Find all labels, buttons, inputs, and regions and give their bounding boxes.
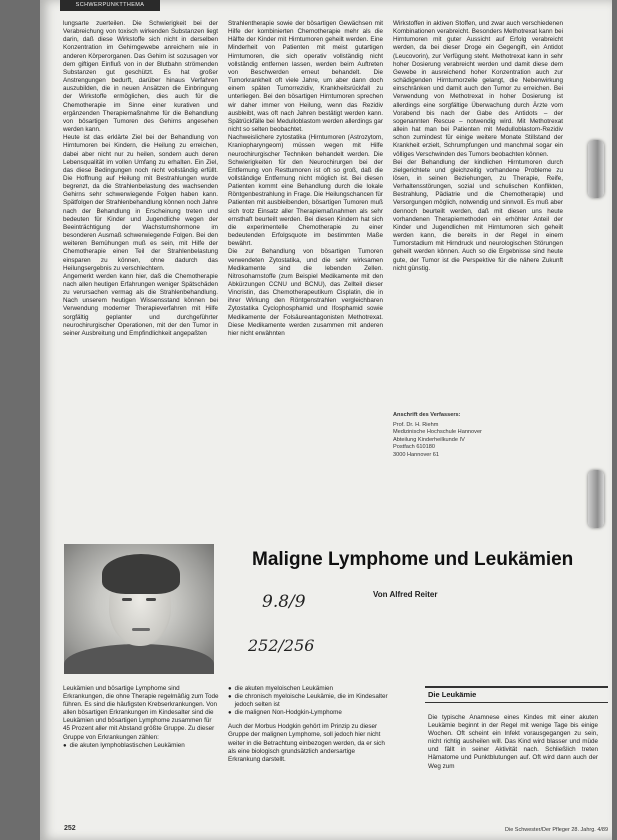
address-line: Medizinische Hochschule Hannover	[393, 429, 482, 435]
text-column-2	[228, 20, 383, 525]
address-line: Abteilung Kinderheilkunde IV	[393, 436, 465, 443]
bullet-icon: ●	[228, 694, 232, 701]
list-item: ● die malignen Non-Hodgkin-Lymphome	[228, 709, 342, 717]
handwritten-note: 9.8/9	[262, 592, 306, 612]
paragraph: lungsarte zuerteilen. Die Schwierigkeit bei der Verabreichung von toxisch wirkenden Substanzen liegt darin, daß diese Wirkstoffe sich nicht in derselben Konzentration im Gehirngewebe anreichern wie in anderen Körperorganen. Das Gehirn ist sozusagen vor dem giftigen Einfluß von in der Blutbahn strömenden Substanzen gut geschützt. Es hat großer Anstrengungen bedurft, darüber hinaus Verfahren auszubilden, die in neuen Ansätzen die Einbringung der Wirkstoffe ermöglichen, dies auch für die Chemotherapie im Sinne einer kurativen und ergänzenden Therapiemaßnahme für die Behandlung von bösartigen Tumoren des Gehirns angesehen werden kann.	[63, 20, 218, 134]
footer-source: Die Schwester/Der Pfleger 28. Jahrg. 4/89	[505, 827, 609, 833]
paragraph: Bei der Behandlung der kindlichen Hirntumoren durch zielgerichtete und gleichzeitig vorhandene Probleme zu lösen, in seinen Beziehungen, zu Therapie, Reife, Verhaltensstörungen, sozial und schulischen Konflikten, Bestrahlung, Pädiatrie und die Chemotherapie) und Versorgungen möglich, notwendig und sinnvoll. Es muß aber dennoch beurteilt werden, daß mit diesen uns heute vorhandenen Therapiemethoden ein erhöhter Anteil der Kinder und Jugendlichen mit Hirntumoren sich geheilt werden kann, die bereits in der Regel in einem Tumorstadium mit Hirndruck und neurologischen Störungen geheilt werden können. Auch so die Ergebnisse sind heute gute, der Tumor ist die Perspektive für die nähere Zukunft nicht günstig.	[393, 158, 563, 272]
bullet-icon: ●	[228, 686, 232, 692]
address-label: Anschrift des Verfassers:	[393, 412, 461, 418]
handwritten-note: 252/256	[248, 636, 315, 655]
paragraph: Angemerkt werden kann hier, daß die Chemotherapie nach allen heutigen Erfahrungen weniger Spätschäden zu verursachen vermag als die Strahlenbehandlung. Nach unserem heutigen Wissensstand können bei Verwendung moderner Therapieverfahren mit Hilfe sorgfältig geplanter und durchgeführter neurochirurgischer Operationen, mit der den Tumor in seiner Ausbreitung und Empfindlichkeit angepaßten	[63, 272, 218, 337]
binder-clip	[588, 140, 604, 198]
page-number: 252	[64, 825, 76, 832]
binder-clip	[588, 470, 604, 528]
paragraph: Heute ist das erklärte Ziel bei der Behandlung von Hirntumoren bei Kindern, die Heilung zu erreichen, dabei aber nicht nur zu heilen, sondern auch deren Lebensqualität im vollen Umfang zu erhalten. Ein Ziel, das diese Bedingungen noch nicht vollständig erfüllt. Die Hoffnung auf Heilung mit Bestrahlungen wurde begrenzt, da die Strahlenbelastung des wachsenden Gehirns sehr schwerwiegende Folgen haben kann. Spätfolgen der Strahlenbehandlung können noch Jahre nach der Behandlung in Erscheinung treten und bedeuten für Kinder und Jugendliche wegen der Beeinträchtigung der Wachstumshormone im besonderen Ausmaß schwerwiegende Folgen. Bei den weiteren Bemühungen muß es sein, mit Hilfe der Chemotherapie einen Teil der Strahlenbelastung einsparen zu können, ohne dadurch das Heilungsergebnis zu verschlechtern.	[63, 134, 218, 272]
address-line: 3000 Hannover 61	[393, 451, 440, 458]
running-head: SCHWERPUNKTTHEMA	[60, 0, 160, 11]
paragraph: Nachweislichere zytostatika (Hirntumoren (Astrozytom, Kraniopharyngeom) müssen wegen mit Hilfe neurochirurgischer Techniken behandelt werden. Die Schwierigkeiten für den Neurochirurgen bei der Entfernung von Resttumoren ist oft so groß, daß die vollständige Entfernung nicht möglich ist. Bei diesen Patienten kommt eine Behandlung durch die lokale Röntgenbestrahlung in Frage. Die Heilungschancen für Patienten mit ausbleibenden, bösartigen Tumoren muß sich trotz Einsatz aller Therapiemaßnahmen als sehr ernsthaft beurteilt werden. Bei diesen Kindern hat sich die experimentelle Chemotherapie zu einer bedeutenden Erfolgsquote im bestimmten Maße bewährt.	[228, 134, 383, 248]
intro-column-2	[228, 685, 388, 805]
list-item: ● die akuten myeloischen Leukämien	[228, 685, 333, 692]
article-author: Von Alfred Reiter	[373, 590, 438, 599]
bullet-icon: ●	[63, 742, 67, 749]
paragraph: Leukämien und bösartige Lymphome sind Erkrankungen, die ohne Therapie regelmäßig zum Tode führen. Es sind die häufigsten Krebserkrankungen. Von allen bösartigen Erkrankungen im Kindesalter sind die Leukämien und bösartigen Lymphome zusammen für 45 Prozent aller mit Abstand größte Gruppe. Zu dieser Gruppe von Erkrankungen zählen:	[63, 685, 219, 741]
author-address	[393, 412, 543, 459]
list-item: ● die chronisch myeloische Leukämie, die im Kindesalter jedoch selten ist	[228, 693, 388, 709]
text-column-3	[393, 20, 563, 415]
bullet-icon: ●	[228, 710, 232, 717]
address-line: Postfach 610180	[393, 444, 435, 450]
magazine-page	[40, 0, 612, 840]
paragraph: Die zur Behandlung von bösartigen Tumoren verwendeten Zytostatika, und die sehr wirksamen Medikamente sind die lebenden Zellen. Nitrosoharnstoffe (zum Beispiel Medikamente mit den Abkürzungen CCNU und BCNU), das Zellteil dieser Vincristin, das Chemotherapeutikum Cisplatin, die in ihrer Wirkung den Röntgenstrahlen vergleichbaren Zytostatika Cyclophosphamid und Ifosphamid sowie Medikamente der Folsäureantagonisten Methotrexat. Diese Medikamente werden zusammen mit anderen hier nicht erwähnten	[228, 248, 383, 337]
section-text: Die typische Anamnese eines Kindes mit einer akuten Leukämie beginnt in der Regel mit wenige Tage bis einige Wochen. Oft scheint ein Infekt vorausgegangen zu sein, nicht richtig ausheilen will. Das Kind wird blasser und müde und fällt in seiner Aktivität nach. Schließlich treten Hämatome und Punktblutungen auf. Oft wird dann auch der Weg zum	[428, 714, 598, 770]
text-column-1	[63, 20, 218, 525]
intro-column-1	[63, 685, 219, 805]
section-heading: Die Leukämie	[425, 686, 608, 703]
paragraph: Wirkstoffen in aktiven Stoffen, und zwar auch verschiedenen Kombinationen verabreicht. Besonders Methotrexat kann bei Hirntumoren mit guter Aussicht auf Erfolg verabreicht werden, da bei dieser Droge ein Gegengift, ein Antidot (Leucovorin), zur Verfügung steht. Methotrexat kann in sehr hoher Dosierung verabreicht werden und damit diese dem Gewebe in ausreichend hoher Konzentration auch zur schädigenden Hirntumorzelle gelangt, die Nebenwirkung einschränken und damit auch den Tumor zu erreichen. Bei Verwendung von Methotrexat in hoher Dosierung ist allerdings eine sorgfältige Überwachung durch Ärzte vom Vorabend bis nach der Gabe des Antidots – der sogenannten Rescue – notwendig wird. Mit Methotrexat allein hat man bei Patienten mit Medulloblastom-Rezidiv schon zumindest für einige weitere Monate Stillstand der Krankheit erzielt, Schrumpfungen und manchmal sogar ein völliges Verschwinden des Tumors beobachten können.	[393, 20, 563, 158]
paragraph: Strahlentherapie sowie der bösartigen Gewächsen mit Hilfe der kombinierten Chemotherapie mehr als die Hälfte der Kinder mit Hirntumoren geheilt werden. Eine Minderheit von Patienten mit meist gutartigen Hirntumoren, die sich operativ vollständig nicht vollständig entfernen lassen, werden beim Auftreten von Beschwerden erneut behandelt. Die Tumorkrankheit oft viele Jahre, um aber dann doch einem späten Tumorrezidiv, Krankheitsrückfall zu unterliegen. Bei den bösartigen Hirntumoren sprechen wir daher immer von Heilung, wenn das Rezidiv ausbleibt, was oft nach Jahren bestätigt werden kann. Spätrückfälle bei Medulloblastom werden allerdings gar nicht so selten beobachtet.	[228, 20, 383, 134]
article-title: Maligne Lymphome und Leukämien	[252, 549, 574, 570]
paragraph: Auch der Morbus Hodgkin gehört im Prinzip zu dieser Gruppe der malignen Lymphome, soll jedoch hier nicht weiter in die Betrachtung einbezogen werden, da er sich als eine biologisch grundsätzlich andersartige Erkrankung darstellt.	[228, 723, 385, 763]
author-photo	[64, 544, 214, 674]
list-item: ● die akuten lymphoblastischen Leukämien	[63, 741, 185, 749]
address-line: Prof. Dr. H. Riehm	[393, 421, 439, 428]
